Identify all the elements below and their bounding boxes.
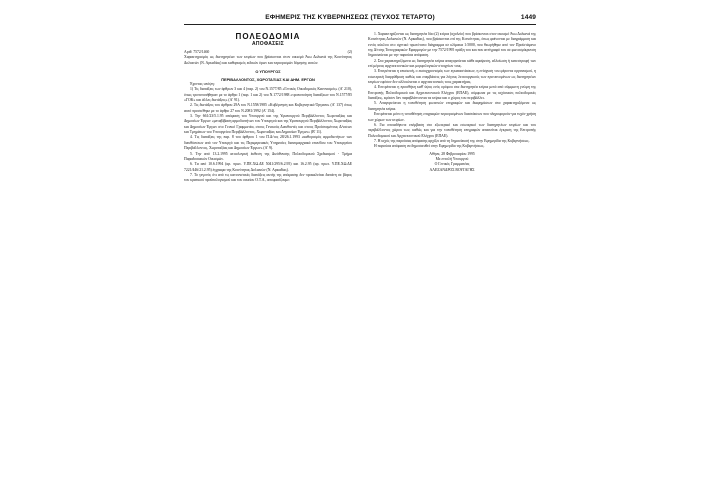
decision-summary: Χαρακτηρισμός ως διατηρητέων των κτιρίων που βρίσκονται στον οικισμό Άνω Δολιανά της Κοινότητας Δολιανών (Ν. Αρκαδίας) και καθορισμός ειδικών όρων και περιορισμών δόμησης αυτών. — [184, 55, 352, 65]
paragraph: 6. Τα από 10.6.1994 (αρ. πρωτ. Υ.ΠΕ.ΧΩ.ΔΕ 5041/295/6.2.95) και 16.2.95 (αρ. πρωτ. Υ.ΠΕ.ΧΩ.ΔΕ 7221/446/21.2.95) έγγραφα της Κοινότητας Δολιανών (Ν. Αρκαδίας). — [184, 162, 352, 172]
page-number: 1449 — [520, 14, 536, 21]
section-title: ΠΟΛΕΟΔΟΜΙΑ — [235, 32, 301, 41]
signature-line-3: ΑΛΕΞΑΝΔΡΟΣ ΒΟΥΓΑΓΗΣ — [429, 167, 475, 172]
paragraph: 3. Επιτρέπεται η επισκευή, ο εκσυγχρονισμός των εγκαταστάσεων, η ενίσχυση του φέροντα οργανισμού, η εσωτερική διαρρύθμιση καθώς και επεμβάσεις για λόγους λειτουργικούς των προτεινομένων ως διατηρητέων κτιρίων εφόσον δεν αλλοιώνεται ο αρχιτεκτονικός τους χαρακτήρας. — [368, 69, 536, 85]
gazette-title: ΕΦΗΜΕΡΙΣ ΤΗΣ ΚΥΒΕΡΝΗΣΕΩΣ (ΤΕΥΧΟΣ ΤΕΤΑΡΤΟ) — [265, 14, 435, 21]
signature-line-2: Ο Γενικός Γραμματέας — [434, 162, 470, 167]
gazette-page — [184, 14, 536, 486]
paragraph: 4. Επιτρέπεται η προσθήκη καθ' ύψος ενός ορόφου στα διατηρητέα κτίρια μετά από σύμφωνη γνώμη της Επιτροπής Πολεοδομικού και Αρχιτεκτονικού Ελέγχου (ΕΠΑΕ), σύμφωνα με τις ισχύουσες πολεοδομικές διατάξεις, εφόσον δεν παραβλάπτονται τα κτίρια και ο χώρος του περιβάλλει. — [368, 85, 536, 101]
paragraph: Επιτρέπεται μόνο η τοποθέτηση επιγραφών περιορισμένων διαστάσεων που πληροφορούν για τυχόν χρήση των χώρων των κτιρίων. — [368, 112, 536, 122]
paragraph: Η παρούσα απόφαση να δημοσιευθεί στην Εφημερίδα της Κυβερνήσεως. — [374, 144, 485, 149]
page-header — [184, 14, 536, 24]
paragraph: 5. Την από 13.2.1995 αιτιολογική έκθεση της Διεύθυνσης Πολεοδομικού Σχεδιασμού - Τμήμα Παραδοσιακών Οικισμών. — [184, 151, 352, 161]
paragraph: 3. Την 661/23/5.1.95 απόφαση του Υπουργού και της Υφυπουργού Περιβάλλοντος Χωροταξίας και Δημοσίων Έργων «μεταβίβαση αρμοδιοτήτων του Υπουργού και της Υφυπουργού Περιβάλλοντος Χωροταξίας και Δημοσίων Έργων στο Γενικό Γραμματέα, στους Γενικούς Διευθυντές και στους Προϊσταμένους Δ/νσεων και Τμημάτων του Υπουργείου Περιβάλλοντος, Χωροταξίας και Δημοσίων Έργων» (Β' 11). — [184, 114, 352, 135]
having-regard: Έχοντας υπόψη: — [190, 82, 215, 87]
paragraph: 6. Για οποιαδήποτε επέμβαση στο εξωτερικό και εσωτερικό των διατηρητέων κτιρίων και του περιβάλλοντος χώρου των, καθώς και για την τοποθέτηση επιγραφών απαιτείται έγκριση της Επιτροπής Πολεοδομικού και Αρχιτεκτονικού Ελέγχου (ΕΠΑΕ). — [368, 122, 536, 138]
left-paragraphs — [184, 87, 352, 183]
decision-index: (2) — [347, 50, 352, 54]
paragraph: 1. Χαρακτηρίζονται ως διατηρητέα δύο (2) κτίρια (σχολείο) που βρίσκονται στον οικισμό Άνω Δολιανά της Κοινότητας Δολιανών (Ν. Αρκαδίας), που βρίσκονται επί της Κοινότητας, όπως φαίνονται με διαγράμμιση και εντός κύκλου στο σχετικό πρωτότυπο διάγραμμα σε κλίμακα 1:5000, που θεωρήθηκε από τον Προϊστάμενο της Δ/νσης Τοπογραφικών Εφαρμογών με την 7572/1995 πράξη του και που αντίγραφό του σε φωτοσμίκρυνση δημοσιεύεται με την παρούσα απόφαση. — [368, 32, 536, 58]
paragraph: 7. Το γεγονός ότι από τις κανονιστικές διατάξεις αυτής της απόφασης δεν προκαλείται δαπάνη σε βάρος του κρατικού προϋπολογισμού και του οικείου Ο.Τ.Α., αποφασίζουμε: — [184, 172, 352, 183]
authority-line-2: ΠΕΡΙΒΑΛΛΟΝΤΟΣ, ΧΩΡΟΤΑΞΙΑΣ ΚΑΙ ΔΗΜ. ΕΡΓΩΝ — [221, 77, 315, 83]
paragraph: 1) Τις διατάξεις των άρθρων 3 και 4 (παρ. 2) του Ν.1577/85 «Γενικός Οικοδομικός Κανονισμός» (Α' 210), όπως τροποποιήθηκαν με το άρθρο 1 (παρ. 1 και 2) του Ν.1772/1988 «τροποποίηση διατάξεων του Ν.1577/85 «ΓΟΚ» και άλλες διατάξεις» (Α' 91). — [184, 87, 352, 103]
paragraph: 2. Στα χαρακτηριζόμενα ως διατηρητέα κτίρια απαγορεύεται κάθε αφαίρεση, αλλοίωση ή κατεστροφή των επί μέρους αρχιτεκτονικών και μορφολογικών στοιχείων τους. — [368, 58, 536, 69]
header-rule — [184, 24, 536, 25]
paragraph: 5. Απαγορεύεται η τοποθέτηση φωτεινών επιγραφών και διαφημίσεων στα χαρακτηριζόμενα ως διατηρητέα κτίρια. — [368, 101, 536, 111]
paragraph: 2. Τις διατάξεις του άρθρου 29Α του Ν.1558/1985 «Κυβέρνηση και Κυβερνητικά Όργανα» (Α' 137) όπως αυτό προστέθηκε με το άρθρο 27 του Ν.2081/1992 (Α' 154). — [184, 103, 352, 113]
left-column — [184, 32, 352, 184]
paragraph: 4. Τις διατάξεις της παρ. 8 του άρθρου 1 του Π.Δ/τος 28/26.1.1993 «καθορισμός αρμοδιοτήτων των διευθύνσεων από τον Υπουργό και τις Περιφερειακές Υπηρεσίες διανομαρχιακά επιπέδου του Υπουργείου Περιβάλλοντος, Χωροταξίας και Δημοσίων Έργων» (Α' 9). — [184, 135, 352, 151]
section-subtitle: ΑΠΟΦΑΣΕΙΣ — [251, 41, 285, 47]
right-column — [368, 32, 536, 173]
decision-number: Αριθ. 7572/1460 — [184, 50, 210, 54]
place-date: Αθήνα, 28 Φεβρουαρίου 1995 — [429, 151, 475, 156]
authority-line-1: Ο ΥΠΟΥΡΓΟΣ — [255, 69, 281, 75]
paragraph: 7. Η ισχύς της παρούσας απόφασης αρχίζει από τη δημοσίευσή της στην Εφημερίδα της Κυβερνήσεως. — [374, 138, 530, 143]
signature-line-1: Με εντολή Υπουργού — [435, 156, 469, 161]
right-paragraphs — [368, 32, 536, 150]
